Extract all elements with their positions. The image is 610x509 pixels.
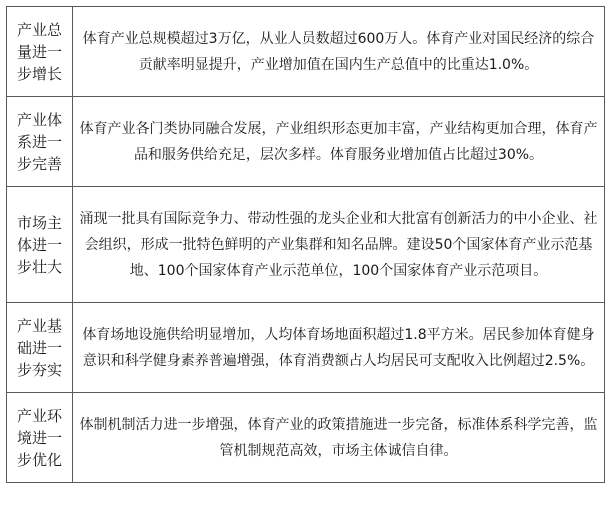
row-text-cell <box>73 393 605 483</box>
row-text: 体育产业各门类协同融合发展，产业组织形态更加丰富，产业结构更加合理，体育产品和服务供给充足，层次多样。体育服务业增加值占比超过30%。 <box>79 120 598 163</box>
table-row <box>7 393 605 483</box>
row-text: 体制机制活力进一步增强，体育产业的政策措施进一步完备，标准体系科学完善，监管机制规范高效，市场主体诚信自律。 <box>79 416 598 459</box>
table-row <box>7 7 605 97</box>
row-label: 市场主体进一步壮大 <box>16 213 62 276</box>
row-label-cell <box>7 187 73 303</box>
row-label: 产业基础进一步夯实 <box>16 316 62 379</box>
row-text: 体育场地设施供给明显增加，人均体育场地面积超过1.8平方米。居民参加体育健身意识和科学健身素养普遍增强，体育消费额占人均居民可支配收入比例超过2.5%。 <box>82 326 595 369</box>
table-row <box>7 97 605 187</box>
row-text-cell <box>73 187 605 303</box>
row-text: 涌现一批具有国际竞争力、带动性强的龙头企业和大批富有创新活力的中小企业、社会组织，形成一批特色鲜明的产业集群和知名品牌。建设50个国家体育产业示范基地、100个国家体育产业示范单位，100个国家体育产业示范项目。 <box>79 210 598 279</box>
row-text-cell <box>73 303 605 393</box>
row-label: 产业体系进一步完善 <box>16 110 62 173</box>
table-row <box>7 303 605 393</box>
row-label: 产业总量进一步增长 <box>16 20 62 83</box>
goals-table <box>6 6 605 483</box>
row-text: 体育产业总规模超过3万亿，从业人员数超过600万人。体育产业对国民经济的综合贡献率明显提升，产业增加值在国内生产总值中的比重达1.0%。 <box>82 30 595 73</box>
row-label-cell <box>7 393 73 483</box>
row-text-cell <box>73 97 605 187</box>
row-text-cell <box>73 7 605 97</box>
row-label-cell <box>7 7 73 97</box>
table-row <box>7 187 605 303</box>
row-label-cell <box>7 303 73 393</box>
row-label-cell <box>7 97 73 187</box>
row-label: 产业环境进一步优化 <box>16 406 62 469</box>
